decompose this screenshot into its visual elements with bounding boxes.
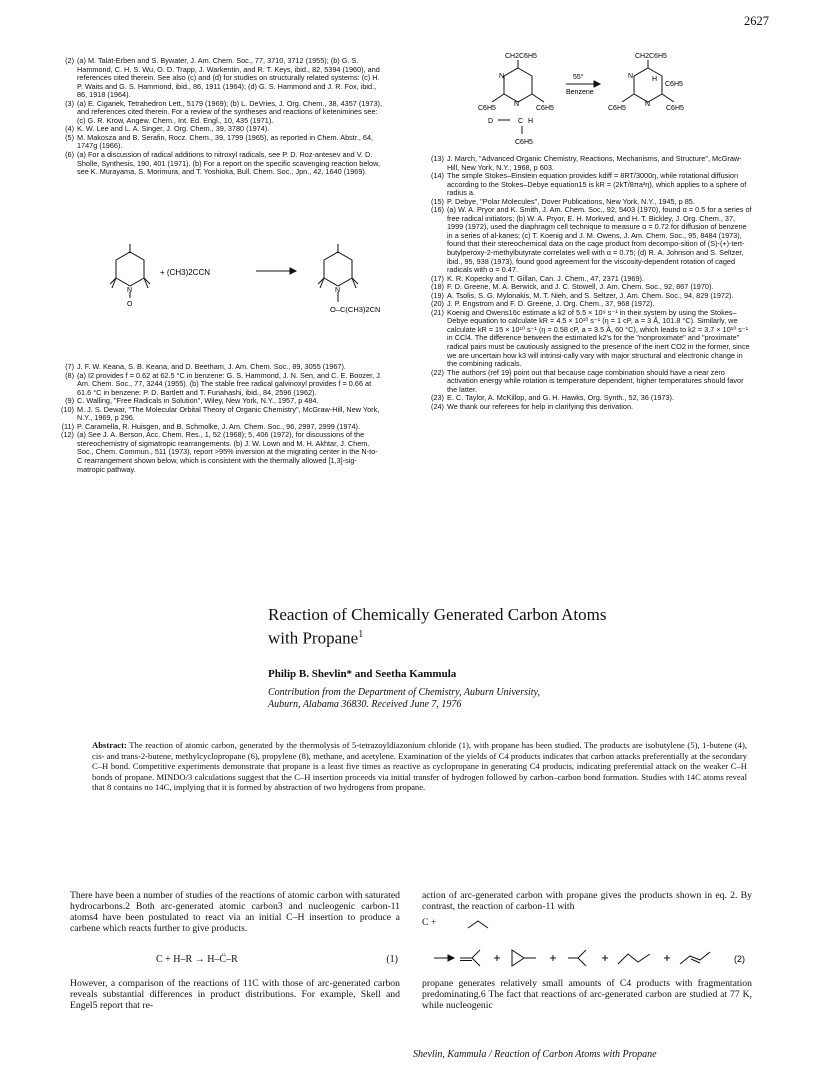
reference-number: (20) bbox=[431, 299, 444, 309]
reference-number: (2) bbox=[65, 56, 74, 65]
reference-number: (3) bbox=[65, 98, 74, 108]
reference-text: (a) See J. A. Berson, Acc. Chem. Res., 1, 52 (1968); 5, 406 (1972), for discussions of the stereochemistry of sigmatropic rearrangements. (b) J. W. Lown and M. H. Akhtar, J. Chem. Soc., Chem. Commun., 511 (1973), report >95% inversion at the migrating center in the N-to-C rearrangement shown below, which is consistent with the thermally allowed [1,3]-sig-matropic pathway. bbox=[77, 430, 378, 474]
reference-text: We thank our referees for help in clarifying this derivation. bbox=[447, 401, 634, 411]
n4-label: N bbox=[645, 101, 651, 108]
product-ph-right: C6H5 bbox=[666, 105, 684, 112]
page-number: 2627 bbox=[744, 14, 769, 28]
reference-item bbox=[52, 57, 382, 100]
eq1-text: C + H–R → H–C̈–R bbox=[156, 954, 238, 965]
reference-text: E. C. Taylor, A. McKillop, and G. H. Hawks, Org. Synth., 52, 36 (1973). bbox=[447, 393, 674, 403]
ring-n-label: N bbox=[127, 287, 133, 294]
running-footer: Shevlin, Kammula / Reaction of Carbon Atoms with Propane bbox=[413, 1049, 657, 1060]
reference-text: P. Caramella, R. Huisgen, and B. Schmolke, J. Am. Chem. Soc., 96, 2997, 2999 (1974). bbox=[77, 421, 360, 431]
reference-text: (a) W. A. Pryor and K. Smith, J. Am. Chem. Soc., 92, 5403 (1970), found α = 0.5 for a series of free radical initiators; (b) W. A. Pryor, E. H. Morkved, and H. T. Bickley, J. Org. Chem., 37, 1999 (1972), used the diaphragm cell technique to measure α = 0.72 for diffusion of benzene in a series of al-kanes; (c) T. Koenig and J. M. Owens, J. Am. Chem. Soc., 95, 8484 (1973), found that their stereochemical data on the cage product from decompo-sition of (S)-(+)-tert-butylperoxy-2-methylbutyrate correlates well with α = 0.75; (d) R. A. Johnson and S. Seltzer, ibid., 95, 938 (1973), found good agreement for the viscosity-dependent rotation of caged radicals with α = 0.47. bbox=[447, 205, 752, 275]
reference-number: (22) bbox=[431, 367, 444, 377]
reference-number: (13) bbox=[431, 154, 444, 163]
reference-number: (8) bbox=[65, 370, 74, 380]
reference-text: Koenig and Owens16c estimate a k2 of 5.5 × 10⁹ s⁻¹ in their system by using the Stokes–Debye equation to calculate kR = 4.5 × 10¹⁰ s⁻¹ (η = 1 cP, a = 3 Å, 101.8 °C). Similarly, we calculate kR = 15 × 10¹⁰ s⁻¹ (η = 0.58 cP, a = 3.5 Å, 60 °C), which leads to k2 = 3.7 × 10¹⁰ s⁻¹ in CCl4. The difference between the estimated k2's for the "nonproximate" and "proximate" radical pairs must be cautiously assigned to the presence of the inert CO2 in the former, since we are uncertain how k3 will intrinsi-cally vary with major structural and electronic change in the combining radicals. bbox=[447, 307, 750, 369]
reference-text: (a) E. Ciganek, Tetrahedron Lett., 5179 (1969); (b) L. DeVries, J. Org. Chem., 38, 4357 (1973), and references cited therein. For a review of the syntheses and reactions of ketenimines see: (c) G. R. Krow, Angew. Chem., Int. Ed. Engl., 10, 435 (1971). bbox=[77, 98, 383, 125]
references-left-top bbox=[52, 57, 382, 177]
reference-item bbox=[52, 372, 382, 398]
eq2-lhs: C + bbox=[422, 917, 437, 928]
reference-text: The simple Stokes–Einstein equation provides kdiff = 8RT/3000η, while rotational diffusion according to the Stokes–Debye equation15 is kR = (2kT/8πa³η), which applies to a sphere of radius a. bbox=[447, 171, 747, 198]
solvent-label: Benzene bbox=[566, 89, 594, 96]
reference-text: A. Tsolis, S. G. Mylonakis, M. T. Nieh, and S. Seltzer, J. Am. Chem. Soc., 94, 829 (1972). bbox=[447, 290, 734, 300]
reference-text: (a) For a discussion of radical additions to nitroxyl radicals, see P. D. Roz-antesev and V. D. Sholle, Synthesis, 190, 401 (1971). (b) For a report on the specific scavenging reaction below, see K. Murayama, S. Morimura, and T. Yoshioka, Bull. Chem. Soc., Jpn., 42, 1640 (1969). bbox=[77, 150, 380, 177]
reference-number: (19) bbox=[431, 290, 444, 300]
ring-o-label: O bbox=[127, 301, 133, 308]
reference-text: (a) I2 provides f = 0.62 at 62.5 °C in benzene: G. S. Hammond, J. N. Sen, and C. E. Boozer, J. Am. Chem. Soc., 77, 3244 (1955). (b) The stable free radical galvinoxyl provides f = 0.66 at 61.6 °C in benzene: P. D. Bartlett and T. Funahashi, ibid., 84, 2596 (1962). bbox=[77, 370, 382, 397]
product-top-label: CH2C6H5 bbox=[635, 53, 667, 60]
body-right-1: action of arc-generated carbon with propane gives the products shown in eq. 2. By contrast, the reaction of carbon-11 with bbox=[422, 890, 752, 913]
reference-number: (6) bbox=[65, 150, 74, 160]
temp-label: 55° bbox=[573, 74, 584, 81]
product-ph-left: C6H5 bbox=[608, 105, 626, 112]
reference-text: P. Debye, "Polar Molecules", Dover Publications, New York, N.Y., 1945, p 85. bbox=[447, 196, 695, 206]
scheme-rearrangement bbox=[470, 50, 710, 150]
reference-item bbox=[422, 309, 752, 369]
reference-text: K. R. Kopecky and T. Gillan, Can. J. Chem., 47, 2371 (1969). bbox=[447, 273, 644, 283]
abstract bbox=[92, 740, 747, 793]
reference-item bbox=[52, 134, 382, 151]
reference-number: (7) bbox=[65, 362, 74, 371]
affiliation-line-1: Contribution from the Department of Chemistry, Auburn University, bbox=[268, 687, 540, 698]
reference-item bbox=[52, 100, 382, 126]
reference-item bbox=[52, 151, 382, 177]
eq1-number: (1) bbox=[386, 954, 398, 965]
reference-number: (14) bbox=[431, 171, 444, 181]
reference-text: C. Walling, "Free Radicals in Solution", Wiley, New York, N.Y., 1957, p 484. bbox=[77, 396, 319, 406]
reference-number: (11) bbox=[61, 421, 74, 431]
product-sub-label: C6H5 bbox=[665, 81, 683, 88]
reference-text: J. March, "Advanced Organic Chemistry, Reactions, Mechanisms, and Structure", McGraw-Hill, New York, N.Y., 1968, p 603. bbox=[447, 154, 742, 172]
reference-number: (18) bbox=[431, 282, 444, 292]
reference-number: (5) bbox=[65, 132, 74, 142]
reactant-ph-left: C6H5 bbox=[478, 105, 496, 112]
reference-text: The authors (ref 19) point out that because cage combination should have a near zero activation energy while rotation is temperature dependent, higher temperatures should favor the latter. bbox=[447, 367, 744, 394]
reference-item bbox=[422, 403, 752, 412]
reference-number: (10) bbox=[61, 404, 74, 414]
n3-label: N bbox=[628, 73, 634, 80]
reference-number: (23) bbox=[431, 393, 444, 403]
h2-label: H bbox=[528, 118, 534, 125]
reference-number: (15) bbox=[431, 196, 444, 206]
bottom-sub-label: C6H5 bbox=[515, 139, 533, 146]
reference-text: (a) M. Talat-Erben and S. Bywater, J. Am. Chem. Soc., 77, 3710, 3712 (1955); (b) G. S. Hammond, C. H. S. Wu, O. D. Trapp, J. Warkentin, and R. T. Keys, ibid., 82, 5394 (1960), and references cited therein. See also (c) and (d) for studies on structurally related systems: (c) H. P. Waits and G. S. Hammond, ibid., 86, 1911 (1964); (d) G. S. Hammond and J. R. Fox, ibid., 86, 1918 (1964). bbox=[77, 56, 380, 100]
reference-text: J. P. Engstrom and F. D. Greene, J. Org. Chem., 37, 968 (1972). bbox=[447, 299, 655, 309]
reference-item bbox=[422, 155, 752, 172]
reference-item bbox=[422, 206, 752, 274]
n1-label: N bbox=[499, 73, 505, 80]
reactant-ph-right: C6H5 bbox=[536, 105, 554, 112]
body-left-1: There have been a number of studies of the reactions of atomic carbon with saturated hydrocarbons.2 Both arc-generated atomic carbon3 and nucleogenic carbon-11 atoms4 have been postulated to react via an initial C–H insertion to produce a carbene which reacts further to give products. bbox=[70, 890, 400, 935]
affiliation-line-2: Auburn, Alabama 36830. Received June 7, 1976 bbox=[268, 699, 462, 710]
c-label: C bbox=[518, 118, 524, 125]
eq2-number: (2) bbox=[734, 954, 745, 964]
affiliation bbox=[268, 687, 540, 711]
reference-number: (17) bbox=[431, 273, 444, 283]
reference-number: (9) bbox=[65, 396, 74, 406]
reactant-top-label: CH2C6H5 bbox=[505, 53, 537, 60]
title-line-2: with Propane$^1$ bbox=[268, 628, 364, 648]
d-label: D bbox=[488, 118, 494, 125]
reference-text: K. W. Lee and L. A. Singer, J. Org. Chem., 39, 3780 (1974). bbox=[77, 124, 270, 134]
reference-text: J. F. W. Keana, S. B. Keana, and D. Beetham, J. Am. Chem. Soc., 89, 3055 (1967). bbox=[77, 362, 346, 371]
title-line-1: Reaction of Chemically Generated Carbon Atoms bbox=[268, 605, 607, 624]
product-group-label: O–C(CH3)2CN bbox=[330, 305, 380, 314]
reference-item bbox=[52, 406, 382, 423]
reference-item bbox=[422, 369, 752, 395]
reference-item bbox=[52, 431, 382, 474]
reference-number: (4) bbox=[65, 124, 74, 134]
references-right bbox=[422, 155, 752, 411]
reference-text: F. D. Greene, M. A. Berwick, and J. C. Stowell, J. Am. Chem. Soc., 92, 867 (1970). bbox=[447, 282, 714, 292]
reference-number: (12) bbox=[61, 430, 74, 440]
article-title bbox=[268, 605, 607, 649]
body-right-2: propane generates relatively small amounts of C4 products with fragmentation predominating.6 The fact that reactions of arc-generated carbon are studied at 77 K, while nucleogenic bbox=[422, 978, 752, 1012]
scheme-nitroxide bbox=[110, 240, 380, 325]
title-footnote: 1 bbox=[358, 629, 364, 640]
abstract-text: The reaction of atomic carbon, generated by the thermolysis of 5-tetrazoyldiazonium chloride (1), with propane has been studied. The products are isobutylene (5), 1-butene (4), cis- and trans-2-butene, methylcyclopropane (6), propylene (8), methane, and acetylene. Examination of the yields of C4 products indicates that carbon attacks preferentially at the secondary C–H bond. Competitive experiments demonstrate that propane is a least five times as reactive as cyclopropane in generating C4 products, indicating preferential attack on the weaker C–H bonds of propane. MINDO/3 calculations suggest that the C–H insertion proceeds via initial transfer of hydrogen followed by carbon–carbon bond formation. Studies with 14C atoms reveal that 8 contains no 14C, implying that it is formed by abstraction of two hydrogens from propane. bbox=[92, 740, 747, 793]
authors: Philip B. Shevlin* and Seetha Kammula bbox=[268, 668, 457, 680]
h-label: H bbox=[652, 76, 658, 83]
n2-label: N bbox=[514, 101, 520, 108]
ring2-n-label: N bbox=[335, 287, 341, 294]
reference-text: M. Makosza and B. Serafin, Rocz. Chem., 39, 1799 (1965), as reported in Chem. Abstr., 64, 1747g (1966). bbox=[77, 132, 374, 151]
reference-number: (16) bbox=[431, 205, 444, 215]
reference-text: M. J. S. Dewar, "The Molecular Orbital Theory of Organic Chemistry", McGraw-Hill, New York, N.Y., 1969, p 296. bbox=[77, 404, 380, 423]
reference-number: (24) bbox=[431, 401, 444, 411]
reference-item bbox=[422, 172, 752, 198]
abstract-label: Abstract: bbox=[92, 740, 127, 750]
equation-2 bbox=[434, 912, 754, 974]
reagent-label: + (CH3)2CCN bbox=[160, 268, 211, 277]
body-left-2: However, a comparison of the reactions of 11C with those of arc-generated carbon reveals substantial differences in product distributions. For example, Skell and Engel5 report that re- bbox=[70, 978, 400, 1012]
references-left-bottom bbox=[52, 363, 382, 474]
reference-number: (21) bbox=[431, 307, 444, 317]
